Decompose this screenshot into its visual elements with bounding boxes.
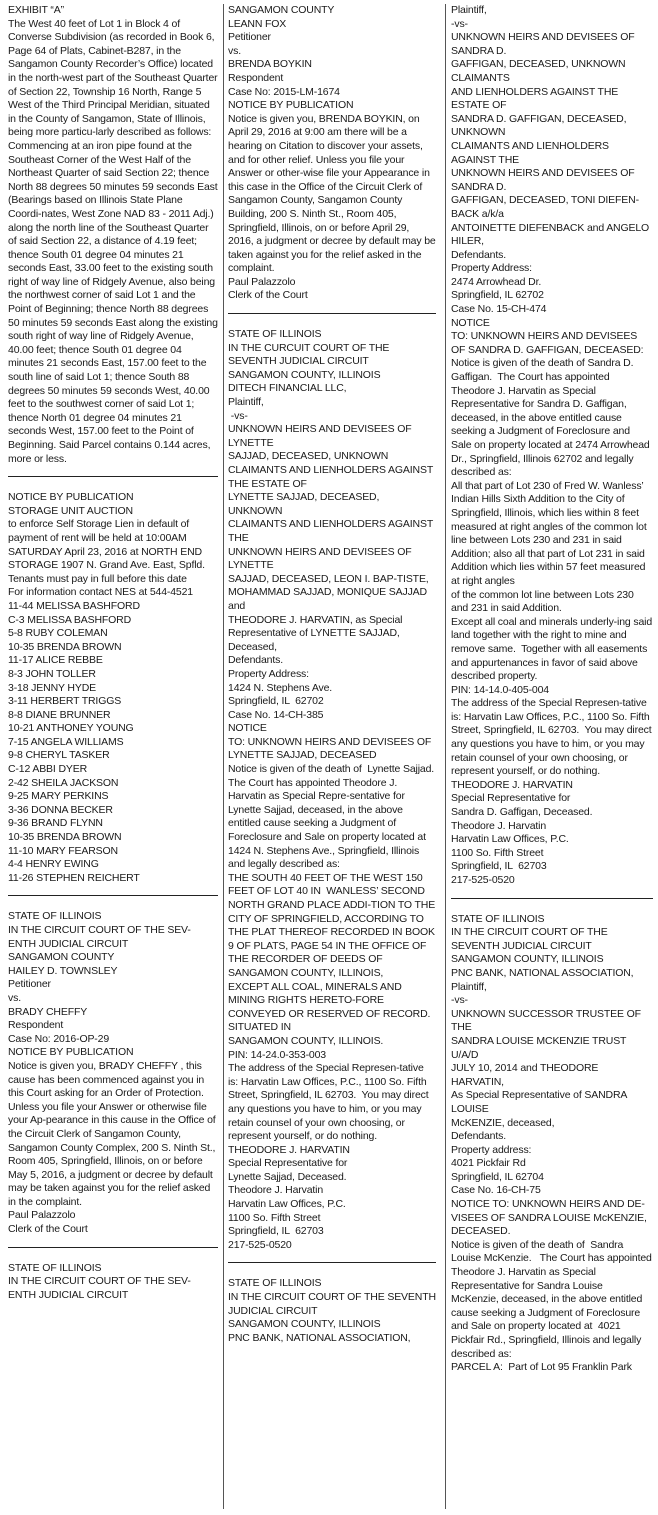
notice-line: Petitioner xyxy=(228,31,271,44)
notice-line: NOTICE xyxy=(228,722,267,735)
notice-line: 4-4 HENRY EWING xyxy=(8,858,99,871)
legal-notice xyxy=(8,910,218,1236)
notice-line: Theodore J. Harvatin xyxy=(451,819,547,832)
notice-line: Springfield, IL 62704 xyxy=(451,1170,544,1183)
notice-line: STORAGE UNIT AUCTION xyxy=(8,504,133,517)
notice-line: 7-15 ANGELA WILLIAMS xyxy=(8,735,124,748)
notice-line: DITECH FINANCIAL LLC, xyxy=(228,382,347,395)
notice-line: NOTICE TO: UNKNOWN HEIRS AND DE-VISEES OF SANDRA LOUISE McKENZIE, DECEASED. xyxy=(451,1198,650,1238)
notice-line: Harvatin Law Offices, P.C. xyxy=(228,1198,346,1211)
notice-line: MOHAMMAD SAJJAD, MONIQUE SAJJAD and xyxy=(228,586,430,612)
notice-line: NOTICE BY PUBLICATION xyxy=(8,491,134,504)
notice-divider xyxy=(451,898,653,899)
notice-line: BRADY CHEFFY xyxy=(8,1005,88,1018)
notice-line: PNC BANK, NATIONAL ASSOCIATION, xyxy=(228,1331,411,1344)
column-1 xyxy=(8,4,221,1302)
legal-notice xyxy=(8,4,221,466)
notice-line: 9-8 CHERYL TASKER xyxy=(8,749,110,762)
notice-line: 4021 Pickfair Rd xyxy=(451,1157,526,1170)
notice-line: Special Representative for xyxy=(228,1157,348,1170)
notice-line: 9-36 BRAND FLYNN xyxy=(8,817,103,830)
legal-notice xyxy=(451,4,653,888)
notice-line: STATE OF ILLINOIS xyxy=(8,910,102,923)
notice-line: STATE OF ILLINOIS xyxy=(228,1277,322,1290)
notice-line: 8-3 JOHN TOLLER xyxy=(8,667,96,680)
notice-line: Case No. 14-CH-385 xyxy=(228,708,324,721)
notice-line: EXCEPT ALL COAL, MINERALS AND MINING RIGHTS HERETO-FORE CONVEYED OR RESERVED OF RECORD. SITUATED IN xyxy=(228,980,434,1034)
legal-notice xyxy=(451,913,653,1375)
notice-line: Plaintiff, xyxy=(451,4,487,16)
notice-line: PARCEL A: Part of Lot 95 Franklin Park xyxy=(451,1361,632,1374)
notice-line: vs. xyxy=(8,991,21,1004)
notice-line: Springfield, IL 62703 xyxy=(451,860,547,873)
notice-line: Theodore J. Harvatin xyxy=(228,1184,324,1197)
notice-line: PNC BANK, NATIONAL ASSOCIATION, xyxy=(451,966,634,979)
notice-line: Plaintiff, xyxy=(451,980,487,993)
notice-line: SANGAMON COUNTY, ILLINOIS xyxy=(228,368,381,381)
notice-line: 9-25 MARY PERKINS xyxy=(8,790,109,803)
notice-line: 11-26 STEPHEN REICHERT xyxy=(8,871,140,884)
notice-line: EXHIBIT “A” xyxy=(8,4,64,16)
legal-notice xyxy=(228,4,439,303)
notice-line: UNKNOWN SUCCESSOR TRUSTEE OF THE xyxy=(451,1007,644,1034)
notice-line: Special Representative for xyxy=(451,792,571,805)
notice-line: Case No: 2016-OP-29 xyxy=(8,1032,110,1045)
notice-line: 3-11 HERBERT TRIGGS xyxy=(8,695,122,708)
notice-line: Property Address: xyxy=(228,667,309,680)
notice-line: Springfield, IL 62703 xyxy=(228,1225,324,1238)
notice-line: 217-525-0520 xyxy=(451,874,515,886)
notice-line: Respondent xyxy=(8,1019,64,1032)
notice-line: HAILEY D. TOWNSLEY xyxy=(8,964,118,977)
column-3 xyxy=(451,4,653,1375)
notice-line: Defendants. xyxy=(228,654,283,667)
notice-line: Notice is given you, BRADY CHEFFY , this cause has been commenced against you in this Court asking for an Order of Protection. Unless you file your Answer or otherwise file your Ap-pearance in this cause in the Office of the Circuit Clerk of Sangamon County, Sangamon County Complex, 200 S. Ninth St., Room 405, Springfield, Illinois, on or before May 5, 2016, a judgment or decree by default may be taken against you for the relief asked in the complaint. xyxy=(8,1059,219,1208)
notice-line: 1424 N. Stephens Ave. xyxy=(228,681,333,694)
notice-line: Property Address: xyxy=(451,262,532,275)
notice-line: NOTICE BY PUBLICATION xyxy=(8,1046,134,1059)
notice-line: -vs- xyxy=(228,409,248,422)
notice-line: Defendants. xyxy=(451,1130,506,1143)
notice-line: SANDRA D. GAFFIGAN, DECEASED, UNKNOWN xyxy=(451,112,630,139)
notice-line: JULY 10, 2014 and THEODORE HARVATIN, xyxy=(451,1062,602,1088)
notice-line: SANDRA LOUISE MCKENZIE TRUST U/A/D xyxy=(451,1034,629,1061)
notice-line: IN THE CIRCUIT COURT OF THE SEVENTH JUDICIAL CIRCUIT xyxy=(451,926,611,952)
notice-divider xyxy=(228,1262,436,1263)
notice-line: ANTOINETTE DIEFENBACK and ANGELO HILER, xyxy=(451,221,652,248)
notice-line: IN THE CIRCUIT COURT OF THE SEVENTH JUDICIAL CIRCUIT xyxy=(228,1291,439,1317)
notice-line: IN THE CIRCUIT COURT OF THE SEV-ENTH JUDICIAL CIRCUIT xyxy=(8,1275,191,1301)
notice-line: NOTICE xyxy=(451,316,490,329)
notice-line: 5-8 RUBY COLEMAN xyxy=(8,627,108,640)
notice-line: PIN: 14-14.0-405-004 xyxy=(451,683,549,696)
notice-line: 217-525-0520 xyxy=(228,1238,292,1251)
notice-line: Case No. 15-CH-474 xyxy=(451,303,547,316)
notice-line: Commencing at an iron pipe found at the Southeast Corner of the West Half of the Northeast Quarter of said Section 22; thence North 88 degrees 50 minutes 59 seconds East (Bearings based on Illinois State Plane Coordi-nates, West Zone NAD 83 - 2011 Adj.) along the north line of the Southeast Quarter of said Section 22, a distance of 4.19 feet; thence South 01 degree 04 minutes 21 seconds East, 33.00 feet to the existing south right of way line of Ridgely Avenue, also being the northwest corner of said Lot 1 and the Point of Beginning; thence North 88 degrees 50 minutes 59 seconds East along the existing south right of way line of Ridgely Avenue, 40.00 feet; thence South 01 degree 04 minutes 21 seconds East, 157.00 feet to the south line of said Lot 1; thence South 88 degrees 50 minutes 59 seconds West, 40.00 feet to the southwest corner of said Lot 1; thence North 01 degree 04 minutes 21 seconds West, 157.00 feet to the Point of Beginning. Said Parcel contains 0.144 acres, more or less. xyxy=(8,139,221,465)
notice-line: The West 40 feet of Lot 1 in Block 4 of Converse Subdivision (as recorded in Book 6, Page 64 of Plats, Cabinet-B287, in the Sangamon County Recorder’s Office) located in the north-west part of the Southeast Quarter of Section 22, Township 16 North, Range 5 West of the Third Principal Meridian, situated in the County of Sangamon, State of Illinois, being more particu-larly described as follows: xyxy=(8,17,221,139)
notice-line: IN THE CIRCUIT COURT OF THE SEV-ENTH JUDICIAL CIRCUIT xyxy=(8,924,191,950)
notice-line: -vs- xyxy=(451,994,468,1007)
notice-line: Notice is given of the death of Sandra D. Gaffigan. The Court has appointed Theodore J. Harvatin as Special Representative for Sandra D. Gaffigan, deceased, in the above entitled cause seeking a Judgment of Foreclosure and Sale on property located at 2474 Arrowhead Dr., Springfield, Illinois 62702 and legally described as: xyxy=(451,357,653,479)
notice-line: 8-8 DIANE BRUNNER xyxy=(8,708,111,721)
notice-line: 1100 So. Fifth Street xyxy=(228,1211,321,1224)
notice-line: TO: UNKNOWN HEIRS AND DEVISEES OF LYNETTE SAJJAD, DECEASED xyxy=(228,735,434,762)
notice-line: BRENDA BOYKIN xyxy=(228,58,312,71)
notice-line: 3-36 DONNA BECKER xyxy=(8,803,113,816)
notice-line: Respondent xyxy=(228,71,284,84)
notice-line: GAFFIGAN, DECEASED, UNKNOWN CLAIMANTS xyxy=(451,58,629,84)
notice-line: Springfield, IL 62702 xyxy=(228,695,324,708)
notice-line: 10-35 BRENDA BROWN xyxy=(8,831,122,844)
notice-line: THE SOUTH 40 FEET OF THE WEST 150 FEET OF LOT 40 IN WANLESS’ SECOND NORTH GRAND PLACE ADDI-TION TO THE CITY OF SPRINGFIELD, ACCORDING TO THE PLAT THEREOF RECORDED IN BOOK 9 OF PLATS, PAGE 54 IN THE OFFICE OF THE RECORDER OF DEEDS OF SANGAMON COUNTY, ILLINOIS, xyxy=(228,871,444,979)
notice-line: C-12 ABBI DYER xyxy=(8,763,88,776)
notice-line: Paul Palazzolo xyxy=(8,1209,76,1222)
notice-line: Harvatin Law Offices, P.C. xyxy=(451,833,569,846)
notice-line: SANGAMON COUNTY, ILLINOIS xyxy=(451,953,604,966)
notice-line: 2474 Arrowhead Dr. xyxy=(451,275,542,288)
notice-line: 10-21 ANTHONEY YOUNG xyxy=(8,722,134,735)
notice-line: For information contact NES at 544-4521 xyxy=(8,586,194,599)
notice-line: Property address: xyxy=(451,1143,532,1156)
notice-line: THEODORE J. HARVATIN xyxy=(451,778,573,791)
notice-line: SANGAMON COUNTY xyxy=(8,951,115,964)
notice-line: Case No: 2015-LM-1674 xyxy=(228,85,340,98)
notice-line: 3-18 JENNY HYDE xyxy=(8,681,97,694)
notice-line: 1100 So. Fifth Street xyxy=(451,846,544,859)
notice-line: UNKNOWN HEIRS AND DEVISEES OF SANDRA D. xyxy=(451,31,638,57)
notice-line: SAJJAD, DECEASED, UNKNOWN CLAIMANTS AND LIENHOLDERS AGAINST THE ESTATE OF xyxy=(228,450,436,490)
notice-divider xyxy=(228,313,436,314)
notice-line: UNKNOWN HEIRS AND DEVISEES OF LYNETTE xyxy=(228,545,415,572)
notice-line: CLAIMANTS AND LIENHOLDERS AGAINST THE xyxy=(228,518,436,544)
notice-line: STATE OF ILLINOIS xyxy=(451,912,545,925)
notice-line: UNKNOWN HEIRS AND DEVISEES OF SANDRA D. xyxy=(451,167,638,193)
notice-line: PIN: 14-24.0-353-003 xyxy=(228,1048,326,1061)
notice-line: Clerk of the Court xyxy=(8,1223,88,1236)
notice-line: vs. xyxy=(228,44,241,57)
notice-line: GAFFIGAN, DECEASED, TONI DIEFEN-BACK a/k/a xyxy=(451,194,639,220)
notice-line: STATE OF ILLINOIS xyxy=(228,328,322,341)
notice-line: Notice is given you, BRENDA BOYKIN, on April 29, 2016 at 9:00 am there will be a hearing on Citation to discover your assets, and for other relief. Unless you file your Answer or other-wise file your Appearance in this case in the Office of the Circuit Clerk of Sangamon County, Sangamon County Building, 200 S. Ninth St., Room 405, Springfield, Illinois, on or before April 29, 2016, a judgment or decree by default may be taken against you for the relief asked in the complaint. xyxy=(228,112,439,275)
notice-line: Defendants. xyxy=(451,248,506,261)
column-rule xyxy=(445,4,446,1509)
notice-line: SANGAMON COUNTY, ILLINOIS. xyxy=(228,1034,384,1047)
notice-line: IN THE CURCUIT COURT OF THE SEVENTH JUDICIAL CIRCUIT xyxy=(228,341,393,368)
notice-line: C-3 MELISSA BASHFORD xyxy=(8,613,132,626)
notice-line: Plaintiff, xyxy=(228,396,264,409)
notice-line: 11-44 MELISSA BASHFORD xyxy=(8,599,140,612)
notice-line: Paul Palazzolo xyxy=(228,275,296,288)
notice-line: SANGAMON COUNTY xyxy=(228,4,335,16)
notice-line: LEANN FOX xyxy=(228,17,287,30)
notice-line: Except all coal and minerals underly-ing said land together with the right to mine and remove same. Together with all easements and appurtenances in favor of said above described property. xyxy=(451,615,655,683)
notice-line: THEODORE J. HARVATIN, as Special Representative of LYNETTE SAJJAD, Deceased, xyxy=(228,613,406,653)
notice-line: Lynette Sajjad, Deceased. xyxy=(228,1170,347,1183)
column-2 xyxy=(228,4,444,1345)
legal-notice xyxy=(228,328,444,1252)
notice-line: -vs- xyxy=(451,17,468,30)
legal-notice xyxy=(228,1277,439,1345)
notice-divider xyxy=(8,1247,218,1248)
notice-line: TO: UNKNOWN HEIRS AND DEVISEES OF SANDRA D. GAFFIGAN, DECEASED: xyxy=(451,330,644,356)
notice-line: As Special Representative of SANDRA LOUISE xyxy=(451,1089,630,1115)
notice-line: SAJJAD, DECEASED, LEON I. BAP-TISTE, xyxy=(228,572,429,585)
notice-line: 2-42 SHEILA JACKSON xyxy=(8,776,119,789)
notice-line: 11-10 MARY FEARSON xyxy=(8,844,118,857)
notice-line: The address of the Special Represen-tative is: Harvatin Law Offices, P.C., 1100 So. Fifth Street, Springfield, IL 62703. You may direct any questions you have to him, or you may retain counsel of your own choosing, or represent yourself, or do nothing. xyxy=(451,697,655,778)
notice-line: AND LIENHOLDERS AGAINST THE ESTATE OF xyxy=(451,85,621,112)
notice-line: UNKNOWN HEIRS AND DEVISEES OF LYNETTE xyxy=(228,423,415,449)
notice-line: Notice is given of the death of Lynette Sajjad. The Court has appointed Theodore J. Harvatin as Special Repre-sentative for Lynette Sajjad, deceased, in the above entitled cause seeking a Judgment of Foreclosure and Sale on property located at 1424 N. Stephens Ave., Springfield, Illinois and legally described as: xyxy=(228,763,443,871)
notice-line: of the common lot line between Lots 230 and 231 in said Addition. xyxy=(451,588,637,615)
notice-line: STATE OF ILLINOIS xyxy=(8,1261,102,1274)
notice-line: All that part of Lot 230 of Fred W. Wanless’ Indian Hills Sixth Addition to the City of Springfield, Illinois, which lies within 8 feet measured at right angles of the common lot line between Lots 230 and 231 in said Addition; also all that part of Lot 231 in said Addition which lies within 57 feet measured at right angles xyxy=(451,479,650,587)
notice-line: THEODORE J. HARVATIN xyxy=(228,1143,350,1156)
notice-line: Springfield, IL 62702 xyxy=(451,289,544,302)
notice-line: 11-17 ALICE REBBE xyxy=(8,654,103,667)
notice-line: NOTICE BY PUBLICATION xyxy=(228,99,354,112)
column-rule xyxy=(223,4,224,1509)
legal-notice xyxy=(8,491,218,885)
notice-line: SANGAMON COUNTY, ILLINOIS xyxy=(228,1318,381,1331)
notice-line: Notice is given of the death of Sandra Louise McKenzie. The Court has appointed Theodore J. Harvatin as Special Representative for Sandra Louise McKenzie, deceased, in the above entitled cause seeking a Judgment of Foreclosure and Sale on property located at 4021 Pickfair Rd., Springfield, Illinois and legally described as: xyxy=(451,1238,655,1360)
notice-line: Clerk of the Court xyxy=(228,289,308,302)
notice-line: Sandra D. Gaffigan, Deceased. xyxy=(451,806,593,819)
notice-divider xyxy=(8,895,218,896)
notice-divider xyxy=(8,476,218,477)
legal-notice xyxy=(8,1262,218,1303)
notice-line: Case No. 16-CH-75 xyxy=(451,1184,541,1197)
notice-line: The address of the Special Represen-tative is: Harvatin Law Offices, P.C., 1100 So. Fifth Street, Springfield, IL 62703. You may direct any questions you have to him, or you may retain counsel of your own choosing, or represent yourself, or do nothing. xyxy=(228,1062,432,1143)
notice-line: CLAIMANTS AND LIENHOLDERS AGAINST THE xyxy=(451,139,612,166)
notice-line: McKENZIE, deceased, xyxy=(451,1116,555,1129)
notice-line: LYNETTE SAJJAD, DECEASED, UNKNOWN xyxy=(228,491,383,517)
notice-line: 10-35 BRENDA BROWN xyxy=(8,640,122,653)
notice-line: to enforce Self Storage Lien in default of payment of rent will be held at 10:00AM SATURDAY April 23, 2016 at NORTH END STORAGE 1907 N. Grand Ave. East, Spfld. Tenants must pay in full before this date xyxy=(8,518,211,585)
notice-line: Petitioner xyxy=(8,978,51,991)
